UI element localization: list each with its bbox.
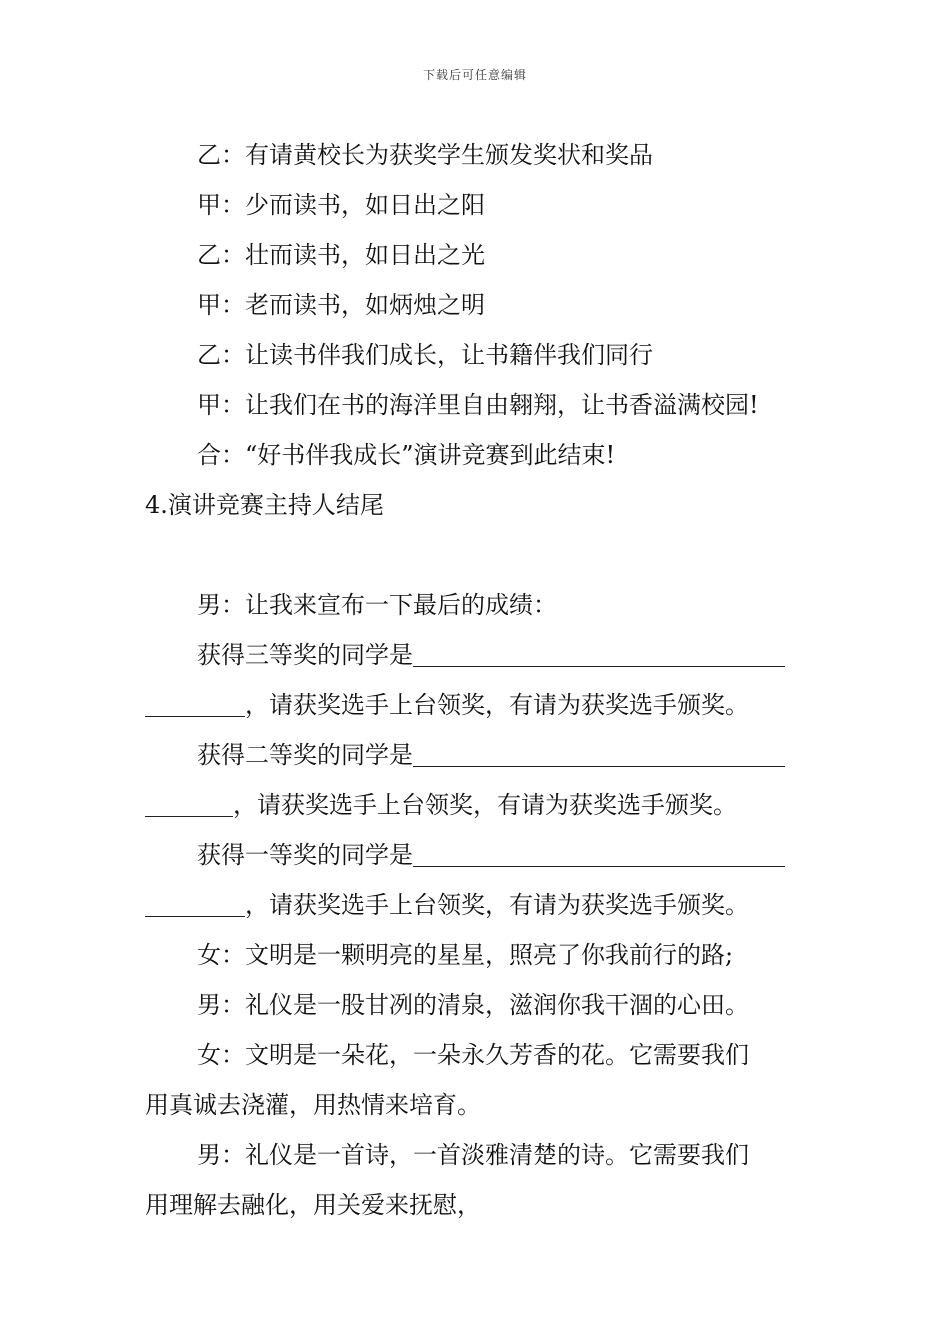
award-line-third — [145, 630, 810, 680]
fill-in-blank — [145, 686, 245, 717]
announce-line: 男：让我来宣布一下最后的成绩： — [197, 591, 557, 619]
fill-in-blank — [413, 636, 785, 667]
award-label: 获得三等奖的同学是 — [197, 641, 413, 669]
paragraph-male-second: 用理解去融化，用关爱来抚慰， — [145, 1191, 481, 1219]
closing-line: 女：文明是一颗明亮的星星，照亮了你我前行的路; — [197, 941, 734, 969]
paragraph-female-second: 用真诚去浇灌，用热情来培育。 — [145, 1091, 481, 1119]
dialogue-line: 甲：让我们在书的海洋里自由翱翔，让书香溢满校园! — [197, 391, 759, 419]
award-continuation-third — [145, 680, 810, 730]
award-continuation-text: ，请获奖选手上台领奖，有请为获奖选手颁奖。 — [233, 791, 737, 819]
dialogue-line: 合：“好书伴我成长”演讲竞赛到此结束! — [197, 441, 616, 469]
award-line-second — [145, 730, 810, 780]
fill-in-blank — [145, 886, 245, 917]
section-heading: 4.演讲竞赛主持人结尾 — [145, 491, 384, 519]
award-label: 获得二等奖的同学是 — [197, 741, 413, 769]
dialogue-line: 乙：有请黄校长为获奖学生颁发奖状和奖品 — [197, 141, 653, 169]
dialogue-line: 乙：壮而读书，如日出之光 — [197, 241, 485, 269]
dialogue-line: 甲：少而读书，如日出之阳 — [197, 191, 485, 219]
closing-line: 男：礼仪是一股甘冽的清泉，滋润你我干涸的心田。 — [197, 991, 749, 1019]
fill-in-blank — [413, 836, 785, 867]
dialogue-line: 乙：让读书伴我们成长，让书籍伴我们同行 — [197, 341, 653, 369]
award-continuation-text: ，请获奖选手上台领奖，有请为获奖选手颁奖。 — [245, 891, 749, 919]
paragraph-male-first: 男：礼仪是一首诗，一首淡雅清楚的诗。它需要我们 — [197, 1141, 749, 1169]
dialogue-line: 甲：老而读书，如炳烛之明 — [197, 291, 485, 319]
paragraph-female-first: 女：文明是一朵花，一朵永久芳香的花。它需要我们 — [197, 1041, 749, 1069]
award-continuation-first — [145, 880, 810, 930]
fill-in-blank — [413, 736, 785, 767]
blank-spacer — [145, 530, 810, 580]
award-label: 获得一等奖的同学是 — [197, 841, 413, 869]
award-continuation-text: ，请获奖选手上台领奖，有请为获奖选手颁奖。 — [245, 691, 749, 719]
award-line-first — [145, 830, 810, 880]
header-note: 下载后可任意编辑 — [422, 68, 527, 82]
fill-in-blank — [145, 786, 233, 817]
document-body — [145, 130, 810, 1230]
award-continuation-second — [145, 780, 810, 830]
